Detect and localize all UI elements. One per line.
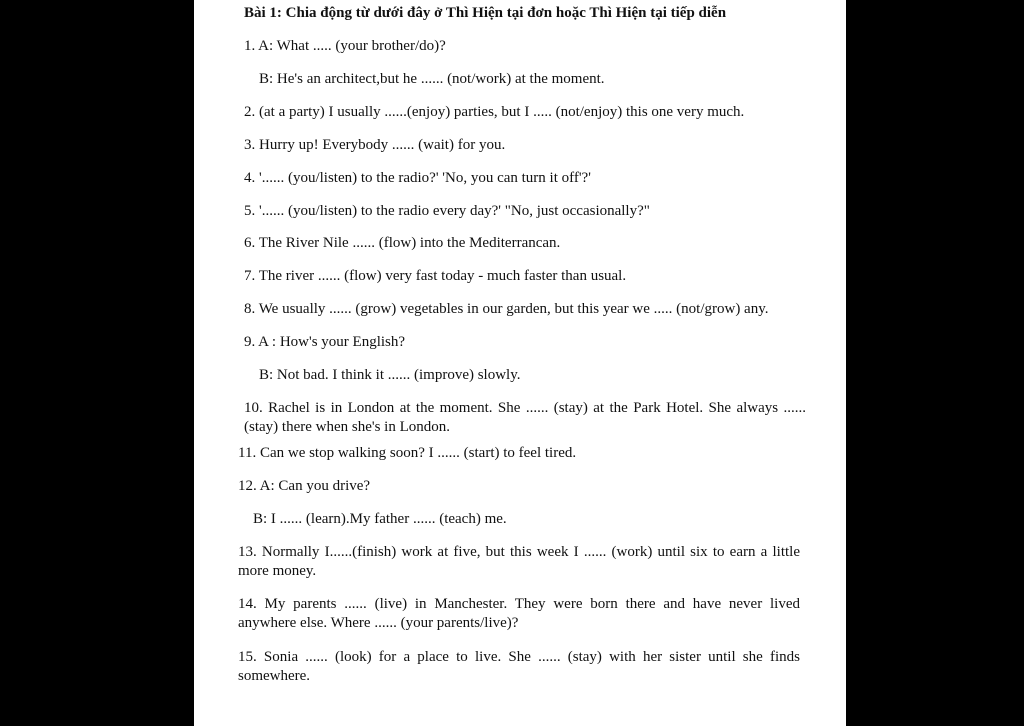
- exercise-item-9b: B: Not bad. I think it ...... (improve) slowly.: [259, 367, 521, 383]
- exercise-item-13: 13. Normally I......(finish) work at five, but this week I ...... (work) until six to earn a little more money.: [238, 544, 800, 579]
- exercise-item-12a: 12. A: Can you drive?: [238, 478, 371, 494]
- exercise-item-1b: B: He's an architect,but he ...... (not/work) at the moment.: [259, 71, 605, 87]
- exercise-item-5: 5. '...... (you/listen) to the radio every day?' "No, just occasionally?": [244, 203, 650, 219]
- exercise-item-15: 15. Sonia ...... (look) for a place to live. She ...... (stay) with her sister until she finds somewhere.: [238, 649, 800, 684]
- exercise-item-9a: 9. A : How's your English?: [244, 334, 406, 350]
- exercise-title: Bài 1: Chia động từ dưới đây ở Thì Hiện tại đơn hoặc Thì Hiện tại tiếp diễn: [244, 5, 727, 21]
- exercise-item-10: 10. Rachel is in London at the moment. She ...... (stay) at the Park Hotel. She always ...... (stay) there when she's in London.: [244, 400, 806, 435]
- exercise-item-1a: 1. A: What ..... (your brother/do)?: [244, 38, 446, 54]
- exercise-item-14: 14. My parents ...... (live) in Manchester. They were born there and have never lived anywhere else. Where ...... (your parents/live)?: [238, 596, 800, 631]
- exercise-item-11: 11. Can we stop walking soon? I ...... (start) to feel tired.: [238, 445, 577, 461]
- exercise-item-2: 2. (at a party) I usually ......(enjoy) parties, but I ..... (not/enjoy) this one very much.: [244, 104, 745, 120]
- exercise-item-7: 7. The river ...... (flow) very fast today - much faster than usual.: [244, 268, 627, 284]
- document-page: [194, 0, 846, 726]
- exercise-item-6: 6. The River Nile ...... (flow) into the Mediterrancan.: [244, 235, 561, 251]
- exercise-item-3: 3. Hurry up! Everybody ...... (wait) for you.: [244, 137, 506, 153]
- exercise-item-4: 4. '...... (you/listen) to the radio?' 'No, you can turn it off'?': [244, 170, 591, 186]
- exercise-item-8: 8. We usually ...... (grow) vegetables in our garden, but this year we ..... (not/grow) any.: [244, 301, 769, 317]
- exercise-item-12b: B: I ...... (learn).My father ...... (teach) me.: [253, 511, 507, 527]
